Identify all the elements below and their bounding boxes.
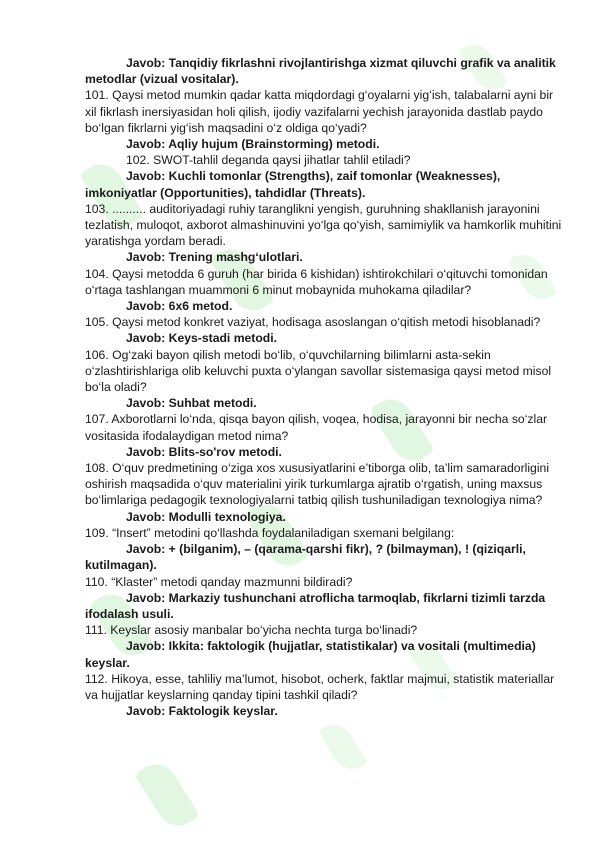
answer-paragraph: Javob: Suhbat metodi. [126, 396, 257, 411]
question-paragraph: 104. Qaysi metodda 6 guruh (har birida 6 kishidan) ishtirokchilari o‘qituvchi tomonidan o‘rtaga tashlangan muammoni 6 minut mobaynida muhokama qiladilar? [85, 266, 548, 297]
answer-paragraph: Javob: + (bilganim), – (qarama-qarshi fikr), ? (bilmayman), ! (qiziqarli, kutilmagan). [85, 542, 526, 573]
question-paragraph: 101. Qaysi metod mumkin qadar katta miqdordagi g‘oyalarni yig‘ish, talabalarni ayni bir xil fikrlash inersiyasidan holi qilish, ijodiy vazifalarni yechish jarayonida dastlab paydo bo‘lgan fikrlarni yig‘ish maqsadini o‘z oldiga qo‘yadi? [85, 88, 554, 135]
document-page [85, 55, 567, 719]
answer-paragraph: Javob: Keys-stadi metodi. [126, 331, 278, 346]
answer-paragraph: Javob: Faktologik keyslar. [126, 704, 278, 719]
leaf-logo-icon [134, 756, 200, 833]
answer-paragraph: Javob: Modulli texnologiya. [126, 509, 286, 524]
question-paragraph: 108. O‘quv predmetining o‘ziga xos xususiyatlarini e’tiborga olib, ta’lim samaradorligini oshirish maqsadida o‘quv materialini yirik turkumlarga ajratib o‘rgatish, uning maxsus bo‘limlariga pedagogik texnologiyalarni tatbiq qilish tushuniladigan texnologiya nima? [85, 461, 550, 508]
question-paragraph: 110. “Klaster” metodi qanday mazmunni bildiradi? [85, 574, 353, 589]
answer-paragraph: Javob: Kuchli tomonlar (Strengths), zaif tomonlar (Weaknesses), imkoniyatlar (Opportunities), tahdidlar (Threats). [85, 169, 501, 200]
leaf-logo-icon [318, 717, 369, 777]
question-paragraph: 105. Qaysi metod konkret vaziyat, hodisaga asoslangan o‘qitish metodi hisoblanadi? [85, 315, 541, 330]
question-paragraph: 112. Hikoya, esse, tahliliy ma’lumot, hisobot, ocherk, faktlar majmui, statistik materiallar va hujjatlar keyslarning qanday tipini tashkil qiladi? [85, 671, 555, 702]
answer-paragraph: Javob: Tanqidiy fikrlashni rivojlantirishga xizmat qiluvchi grafik va analitik metodlar (vizual vositalar). [85, 56, 556, 87]
answer-paragraph: Javob: Aqliy hujum (Brainstorming) metodi. [126, 137, 380, 152]
question-paragraph: 103. .......... auditoriyadagi ruhiy taranglikni yengish, guruhning shakllanish jarayonini tezlatish, muloqot, axborot almashinuvini yo‘lga qo‘yish, samimiylik va hamkorlik muhitini yaratishga yordam beradi. [85, 201, 562, 249]
answer-paragraph: Javob: Trening mashg‘ulotlari. [126, 250, 303, 265]
question-paragraph: 102. SWOT-tahlil deganda qaysi jihatlar tahlil etiladi? [126, 153, 411, 168]
answer-paragraph: Javob: Ikkita: faktologik (hujjatlar, statistikalar) va vositali (multimedia) keyslar. [85, 639, 536, 670]
answer-paragraph: Javob: 6x6 metod. [126, 299, 233, 314]
question-paragraph: 106. Og‘zaki bayon qilish metodi bo‘lib, o‘quvchilarning bilimlarni asta-sekin o‘zlashtirishlariga olib keluvchi puxta o‘ylangan savollar sistemasiga qaysi metod misol bo‘la oladi? [85, 347, 552, 395]
question-paragraph: 111. Keyslar asosiy manbalar bo‘yicha nechta turga bo‘linadi? [85, 623, 418, 638]
answer-paragraph: Javob: Markaziy tushunchani atroflicha tarmoqlab, fikrlarni tizimli tarzda ifodalash usuli. [85, 590, 546, 621]
question-paragraph: 107. Axborotlarni lo‘nda, qisqa bayon qilish, voqea, hodisa, jarayonni bir necha so‘zlar vositasida ifodalaydigan metod nima? [85, 412, 548, 443]
question-paragraph: 109. “Insert” metodini qo‘llashda foydalaniladigan sxemani belgilang: [85, 525, 455, 540]
answer-paragraph: Javob: Blits-so'rov metodi. [126, 444, 282, 459]
